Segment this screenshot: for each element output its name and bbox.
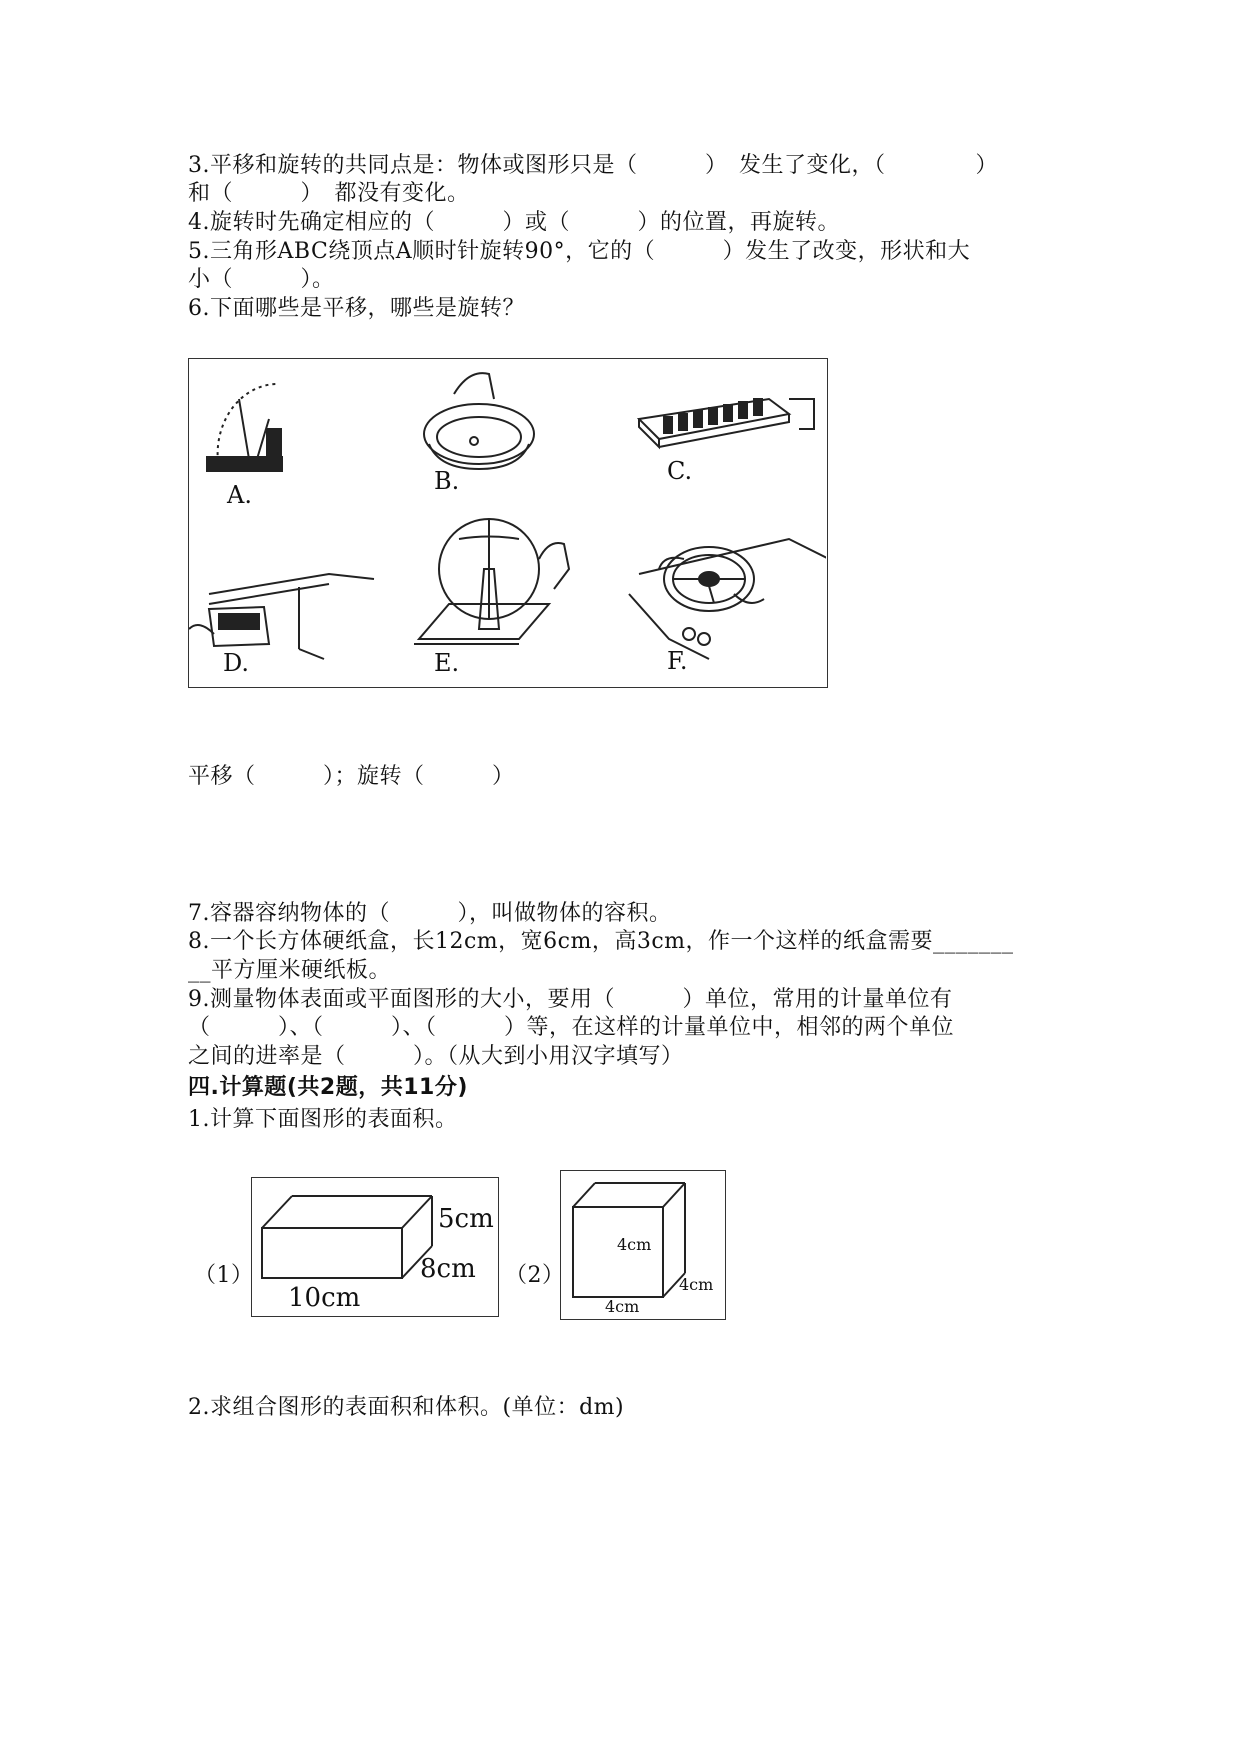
drawer-illustration: [189, 574, 374, 659]
question-7: 7.容器容纳物体的（ ），叫做物体的容积。: [188, 901, 672, 926]
question-5-line2: 小（ ）。: [188, 267, 335, 292]
picture-label-e: E.: [434, 649, 460, 677]
figure-1-box: [251, 1177, 499, 1317]
section-4-question-1: 1.计算下面图形的表面积。: [188, 1107, 458, 1132]
cube-width-label: 4cm: [679, 1275, 714, 1294]
question-6-picture-box: [188, 358, 828, 688]
figure-1-tag: （1）: [194, 1263, 254, 1288]
figure-2-box: [560, 1170, 726, 1320]
cuboid-length-label: 10cm: [288, 1283, 361, 1313]
section-4-question-2: 2.求组合图形的表面积和体积。(单位：dm): [188, 1395, 625, 1420]
washbasin-illustration: [424, 373, 534, 469]
picture-label-d: D.: [223, 649, 250, 677]
question-8-line2: __平方厘米硬纸板。: [188, 958, 392, 983]
cube-height-label: 4cm: [617, 1235, 652, 1254]
question-9-line1: 9.测量物体表面或平面图形的大小，要用（ ）单位，常用的计量单位有: [188, 987, 953, 1012]
section-4-heading: 四.计算题(共2题，共11分): [188, 1075, 468, 1100]
cuboid-height-label: 5cm: [438, 1204, 494, 1234]
question-9-line3: 之间的进率是（ ）。（从大到小用汉字填写）: [188, 1044, 684, 1069]
question-6: 6.下面哪些是平移，哪些是旋转？: [188, 296, 525, 321]
question-6-answer: 平移（ ）；旋转（ ）: [188, 764, 515, 789]
question-5-line1: 5.三角形ABC绕顶点A顺时针旋转90°，它的（ ）发生了改变，形状和大: [188, 239, 971, 264]
picture-label-b: B.: [434, 467, 460, 495]
picture-label-f: F.: [667, 647, 688, 675]
question-8-line1: 8.一个长方体硬纸盒，长12cm，宽6cm，高3cm，作一个这样的纸盒需要_______: [188, 929, 1014, 954]
motion-illustrations: [189, 359, 826, 686]
question-4: 4.旋转时先确定相应的（ ）或（ ）的位置，再旋转。: [188, 210, 840, 235]
picture-label-a: A.: [227, 481, 252, 509]
figure-2-tag: （2）: [505, 1263, 565, 1288]
question-3-line2: 和（ ） 都没有变化。: [188, 181, 470, 206]
question-9-line2: （ ）、（ ）、（ ）等，在这样的计量单位中，相邻的两个单位: [188, 1015, 955, 1040]
cuboid-width-label: 8cm: [420, 1254, 476, 1284]
picture-label-c: C.: [667, 457, 693, 485]
abacus-illustration: [639, 399, 814, 447]
globe-illustration: [414, 519, 569, 644]
pendulum-illustration: [207, 384, 282, 471]
cube-length-label: 4cm: [605, 1297, 640, 1316]
steering-wheel-illustration: [629, 539, 826, 659]
question-3-line1: 3.平移和旋转的共同点是：物体或图形只是（ ） 发生了变化，（ ）: [188, 153, 998, 178]
